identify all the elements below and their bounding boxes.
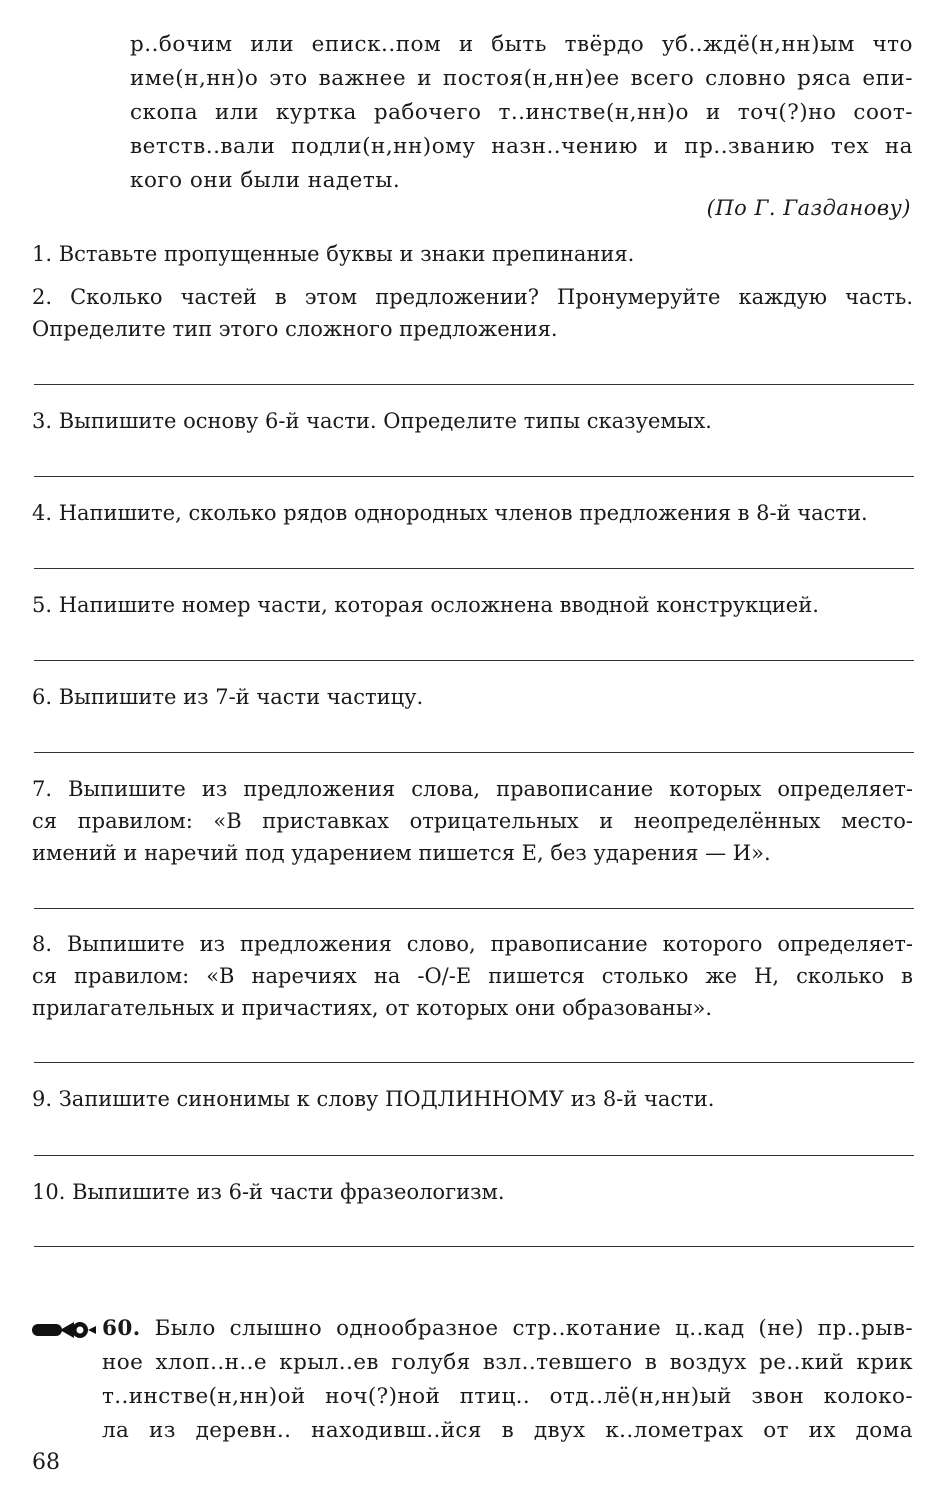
exercise-marker-icon [30,1318,96,1342]
task-line: 5. Напишите номер части, которая осложнена вводной конструкцией. [32,593,819,617]
passage-line: кого они были надеты. [130,168,401,193]
passage-text [130,28,913,198]
exercise-line: ное хлоп..н..е крыл..ев голубя взл..тевшего в воздух ре..кий крик [102,1350,913,1375]
task-line: 2. Сколько частей в этом предложении? Пронумеруйте каждую часть. [32,285,913,309]
passage-line: ветств..вали подли(н,нн)ому назн..чению и пр..званию тех на [130,134,913,159]
exercise-line: т..инстве(н,нн)ой ноч(?)ной птиц.. отд..лё(н,нн)ый звон колоко- [102,1384,913,1409]
task-line: 9. Запишите синонимы к слову ПОДЛИННОМУ из 8-й части. [32,1087,715,1111]
exercise-number: 60. [102,1316,141,1341]
task-5 [32,589,913,621]
exercise-line [102,1312,913,1346]
task-3 [32,405,913,437]
task-line: 8. Выпишите из предложения слово, правописание которого определяет- [32,932,913,956]
task-line: Определите тип этого сложного предложения. [32,317,558,341]
passage-line: име(н,нн)о это важнее и постоя(н,нн)ее всего словно ряса епи- [130,66,913,91]
task-line: ся правилом: «В приставках отрицательных и неопределённых место- [32,809,913,833]
answer-line[interactable] [34,752,914,753]
answer-line[interactable] [34,660,914,661]
exercise-60 [102,1312,913,1448]
answer-line[interactable] [34,1246,914,1247]
passage-attribution: (По Г. Газданову) [706,196,911,220]
task-line: 4. Напишите, сколько рядов однородных членов предложения в 8-й части. [32,501,868,525]
exercise-first-line: Было слышно однообразное стр..котание ц..кад (не) пр..рыв- [154,1316,914,1341]
task-line: 3. Выпишите основу 6-й части. Определите типы сказуемых. [32,409,712,433]
answer-line[interactable] [34,384,914,385]
task-1 [32,238,913,270]
task-6 [32,681,913,713]
task-4 [32,497,913,529]
task-line: ся правилом: «В наречиях на -О/-Е пишется столько же Н, сколько в [32,964,913,988]
task-line: 6. Выпишите из 7-й части частицу. [32,685,424,709]
passage-line: р..бочим или еписк..пом и быть твёрдо уб..ждё(н,нн)ым что [130,32,913,57]
task-10 [32,1176,913,1208]
task-line: 7. Выпишите из предложения слова, правописание которых определяет- [32,777,913,801]
answer-line[interactable] [34,568,914,569]
passage-line: скопа или куртка рабочего т..инстве(н,нн)о и точ(?)но соот- [130,100,913,125]
page-number: 68 [32,1450,60,1475]
exercise-line: ла из деревн.. находивш..йся в двух к..лометрах от их дома [102,1418,913,1443]
task-2 [32,281,913,345]
task-line: 10. Выпишите из 6-й части фразеологизм. [32,1180,505,1204]
answer-line[interactable] [34,476,914,477]
task-8 [32,928,913,1024]
answer-line[interactable] [34,1062,914,1063]
task-line: имений и наречий под ударением пишется Е, без ударения — И». [32,841,771,865]
task-7 [32,773,913,869]
task-line: 1. Вставьте пропущенные буквы и знаки препинания. [32,242,635,266]
task-9 [32,1083,913,1115]
answer-line[interactable] [34,908,914,909]
answer-line[interactable] [34,1155,914,1156]
task-line: прилагательных и причастиях, от которых они образованы». [32,996,713,1020]
